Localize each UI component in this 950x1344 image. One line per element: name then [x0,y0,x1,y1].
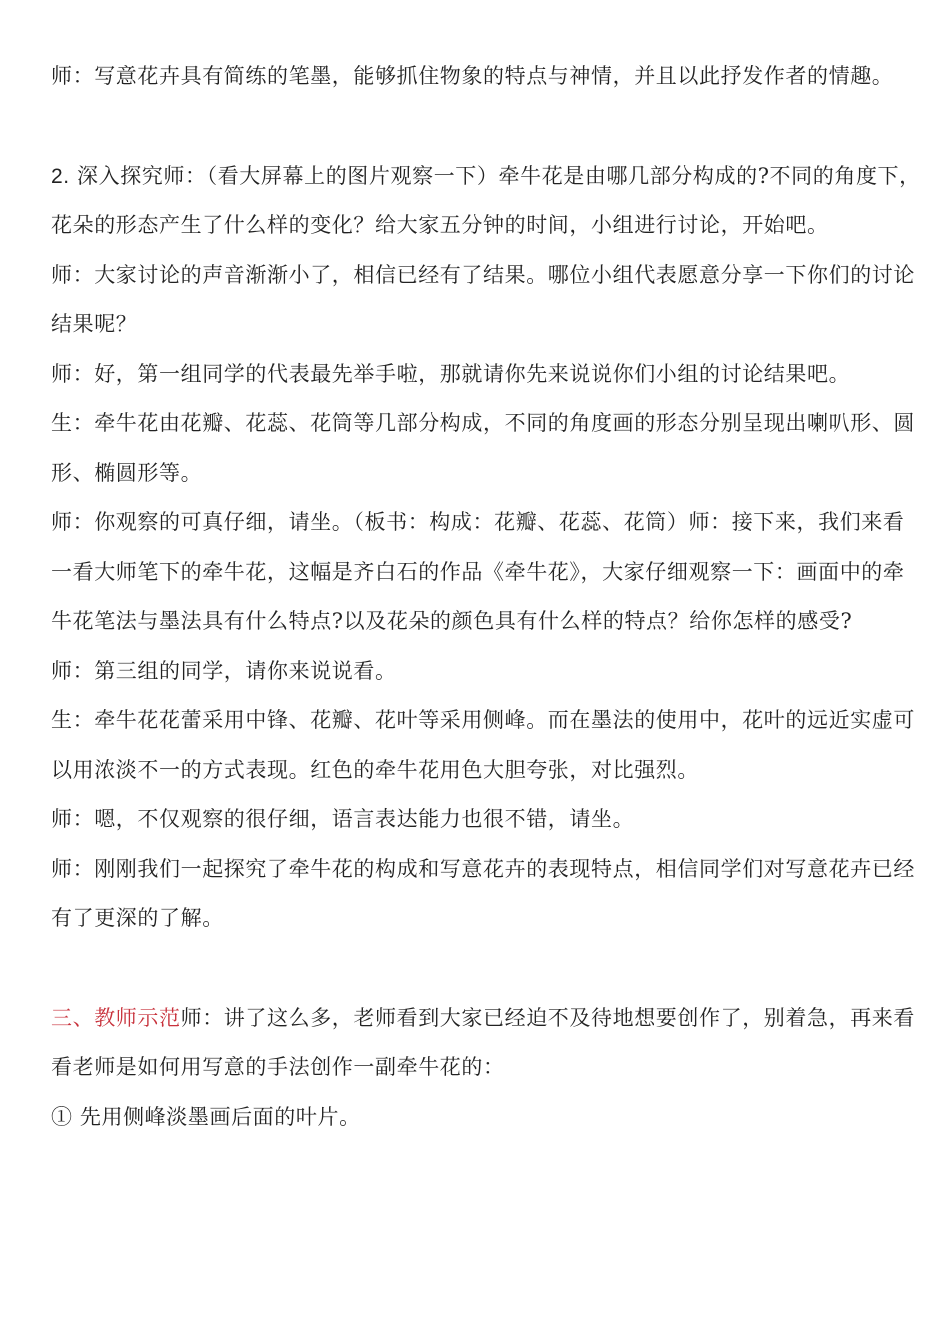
document-page [51,52,921,1142]
paragraph-11 [51,994,921,1093]
section-heading: 三、教师示范 [51,1005,181,1030]
blank-line [51,102,921,152]
paragraph-2 [51,152,921,251]
paragraph-10: 师：刚刚我们一起探究了牵牛花的构成和写意花卉的表现特点，相信同学们对写意花卉已经有了更深的了解。 [51,856,915,930]
paragraph-3: 师：大家讨论的声音渐渐小了，相信已经有了结果。哪位小组代表愿意分享一下你们的讨论结果呢？ [51,262,915,336]
paragraph-5: 生：牵牛花由花瓣、花蕊、花筒等几部分构成，不同的角度画的形态分别呈现出喇叭形、圆形、椭圆形等。 [51,411,915,485]
paragraph-6: 师：你观察的可真仔细，请坐。（板书：构成：花瓣、花蕊、花筒）师：接下来，我们来看一看大师笔下的牵牛花，这幅是齐白石的作品《牵牛花》，大家仔细观察一下：画面中的牵牛花笔法与墨法具有什么特点?以及花朵的颜色具有什么样的特点？给你怎样的感受? [51,510,905,633]
paragraph-7: 师：第三组的同学，请你来说说看。 [51,658,397,683]
paragraph-1: 师：写意花卉具有简练的笔墨，能够抓住物象的特点与神情，并且以此抒发作者的情趣。 [51,64,894,88]
step-1: ① 先用侧峰淡墨画后面的叶片。 [51,1104,361,1129]
section-number: 2. [51,164,70,188]
paragraph-2-text: 深入探究师：（看大屏幕上的图片观察一下）牵牛花是由哪几部分构成的?不同的角度下，花朵的形态产生了什么样的变化？给大家五分钟的时间，小组进行讨论，开始吧。 [51,163,921,237]
paragraph-11-text: 师：讲了这么多，老师看到大家已经迫不及待地想要创作了，别着急，再来看看老师是如何用写意的手法创作一副牵牛花的： [51,1005,916,1079]
paragraph-9: 师：嗯，不仅观察的很仔细，语言表达能力也很不错，请坐。 [51,807,635,831]
paragraph-8: 生：牵牛花花蕾采用中锋、花瓣、花叶等采用侧峰。而在墨法的使用中，花叶的远近实虚可以用浓淡不一的方式表现。红色的牵牛花用色大胆夸张，对比强烈。 [51,708,915,782]
blank-line [51,944,921,994]
paragraph-4: 师：好，第一组同学的代表最先举手啦，那就请你先来说说你们小组的讨论结果吧。 [51,361,851,386]
